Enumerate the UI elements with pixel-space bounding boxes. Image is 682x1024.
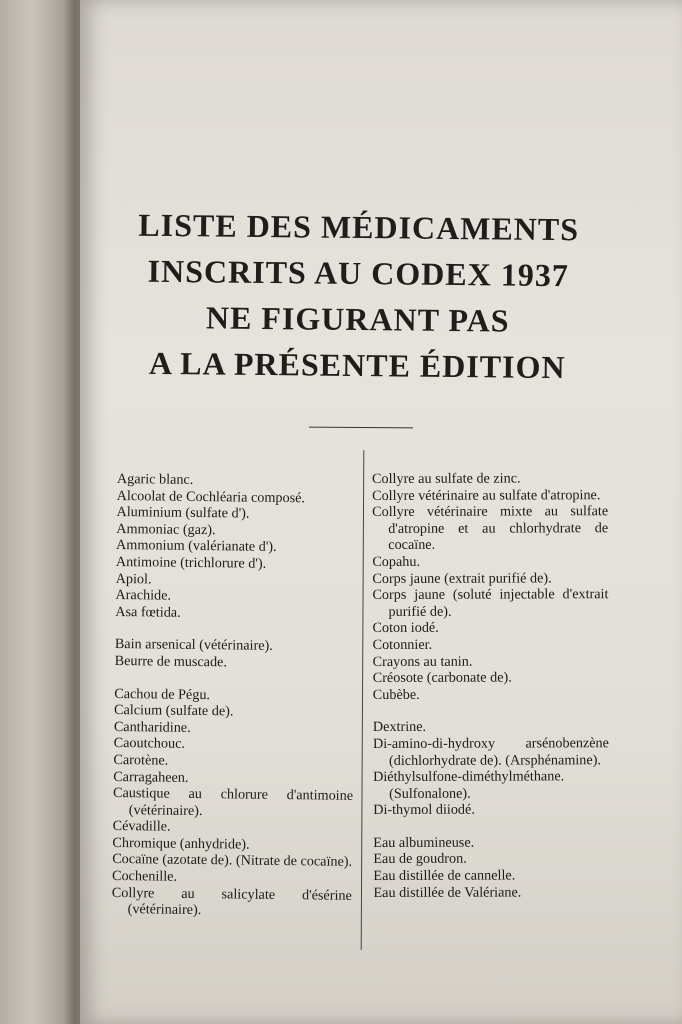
page-title (107, 201, 609, 390)
list-item: Beurre de muscade. (114, 652, 228, 671)
title-line-4: A LA PRÉSENTE ÉDITION (148, 344, 566, 386)
entry-group (373, 718, 609, 818)
list-item: Collyre vétérinaire au sulfate d'atropine. (372, 486, 601, 504)
list-item: Antimoine (trichlorure d'). (115, 553, 267, 572)
list-item: Cantharidine. (113, 718, 191, 736)
list-item: Asa fœtida. (115, 603, 181, 621)
list-item: Copahu. (372, 553, 421, 570)
list-item: Cévadille. (112, 818, 171, 835)
list-item: Collyre au sulfate de zinc. (372, 470, 521, 487)
entry-group (115, 636, 355, 672)
list-item: Eau de goudron. (373, 851, 467, 868)
entry-group (373, 834, 609, 901)
list-item: Carragaheen. (113, 768, 189, 786)
list-item: Corps jaune (extrait purifié de). (372, 569, 552, 587)
list-item: Ammoniac (gaz). (116, 520, 216, 538)
list-item: Caoutchouc. (113, 735, 186, 753)
list-item: Collyre au salicylate d'ésérine (vétérinaire). (111, 884, 352, 919)
list-item: Cotonnier. (372, 636, 433, 653)
entry-group (372, 470, 609, 703)
list-item: Di-thymol diiodé. (373, 801, 475, 819)
list-item: Coton iodé. (372, 620, 439, 637)
list-item: Apiol. (115, 570, 152, 587)
list-item: Cocaïne (azotate de). (Nitrate de cocaïne). (112, 851, 353, 871)
list-item: Bain arsenical (vétérinaire). (114, 636, 273, 655)
title-line-1: LISTE DES MÉDICAMENTS (138, 206, 580, 248)
list-item: Diéthylsulfone-diméthylméthane. (Sulfonalone). (373, 768, 565, 802)
list-item: Dextrine. (372, 719, 427, 736)
list-item: Eau distillée de cannelle. (373, 867, 516, 885)
list-item: Ammonium (valérianate d'). (115, 537, 277, 556)
list-item: Carotène. (113, 751, 169, 769)
list-item: Calcium (sulfate de). (113, 702, 234, 720)
left-column (112, 471, 357, 921)
list-item: Aluminium (sulfate d'). (116, 504, 250, 522)
list-item: Eau distillée de Valériane. (373, 884, 522, 901)
list-item: Caustique au chlorure d'antimoine (vétérinaire). (112, 785, 354, 819)
entry-group (115, 471, 357, 623)
list-item: Arachide. (115, 587, 172, 604)
list-item: Chromique (anhydride). (112, 834, 250, 853)
list-item: Agaric blanc. (116, 471, 194, 488)
title-line-3: NE FIGURANT PAS (205, 299, 510, 339)
list-item: Crayons au tanin. (372, 653, 473, 670)
list-item: Collyre vétérinaire mixte au sulfate d'atropine et au chlorhydrate de cocaïne. (372, 503, 609, 554)
list-item: Cubèbe. (372, 686, 420, 703)
list-item: Eau albumineuse. (373, 834, 475, 851)
list-item: Créosote (carbonate de). (372, 669, 512, 687)
list-item: Corps jaune (soluté injectable d'extrait purifié de). (372, 586, 609, 620)
list-item: Cochenille. (111, 868, 178, 885)
title-line-2: INSCRITS AU CODEX 1937 (147, 252, 570, 294)
entry-group (112, 686, 355, 921)
list-item: Di-amino-di-hydroxy arsénobenzène (dichlorhydrate de). (Arsphénamine). (372, 735, 609, 769)
list-item: Cachou de Pégu. (114, 685, 211, 703)
right-column (372, 470, 610, 901)
list-item: Alcoolat de Cochléaria composé. (116, 487, 306, 506)
